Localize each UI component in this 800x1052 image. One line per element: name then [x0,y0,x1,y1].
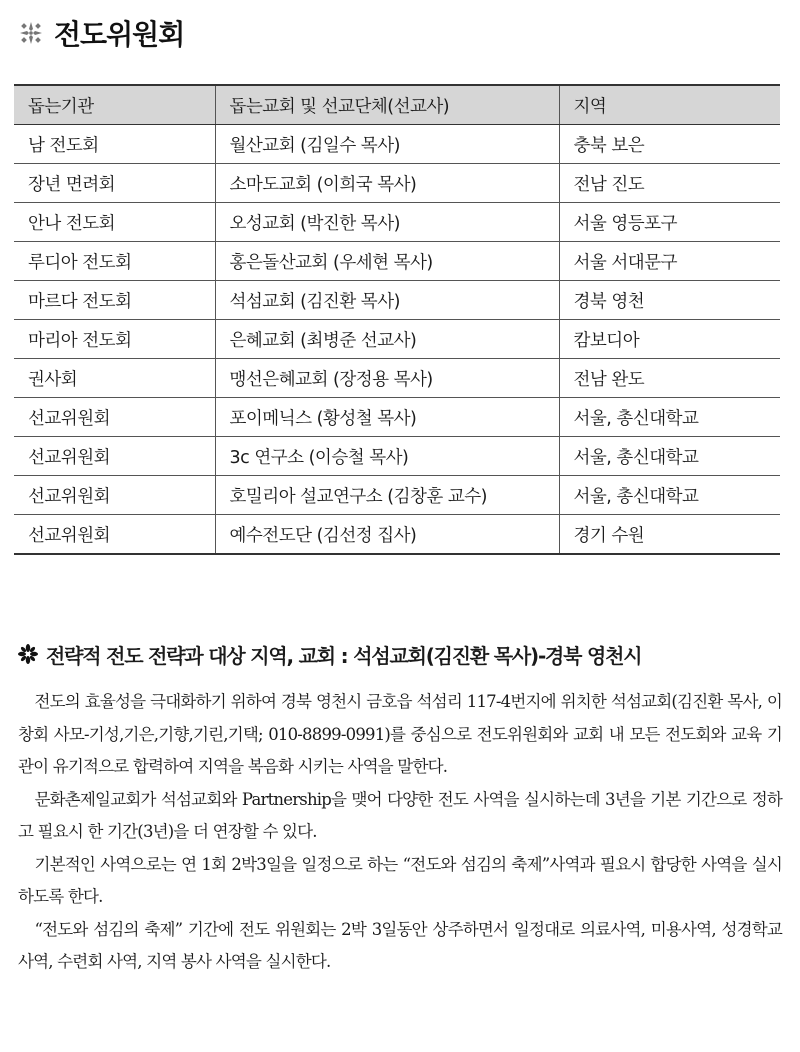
section-heading-text: 전략적 전도 전략과 대상 지역, 교회 : 석섬교회(김진환 목사)-경북 영천시 [46,643,642,668]
cell-organization: 선교위원회 [14,398,215,437]
cell-church: 예수전도단 (김선정 집사) [215,515,559,555]
cell-region: 서울 영등포구 [559,203,780,242]
cell-region: 경기 수원 [559,515,780,555]
cell-church: 맹선은혜교회 (장정용 목사) [215,359,559,398]
cell-organization: 마리아 전도회 [14,320,215,359]
cell-organization: 권사회 [14,359,215,398]
cell-church: 3c 연구소 (이승철 목사) [215,437,559,476]
cell-church: 포이메닉스 (황성철 목사) [215,398,559,437]
table-row [14,476,780,515]
table-row [14,125,780,164]
cell-church: 소마도교회 (이희국 목사) [215,164,559,203]
table-row [14,320,780,359]
flower-ornament-icon [18,644,38,664]
cell-region: 서울 서대문구 [559,242,780,281]
table-row [14,164,780,203]
cell-organization: 루디아 전도회 [14,242,215,281]
table-row [14,398,780,437]
cell-organization: 마르다 전도회 [14,281,215,320]
column-header-church: 돕는교회 및 선교단체(선교사) [215,85,559,125]
cell-organization: 선교위원회 [14,437,215,476]
cell-church: 은혜교회 (최병준 선교사) [215,320,559,359]
cell-region: 전남 진도 [559,164,780,203]
support-table [14,84,780,555]
table-row [14,359,780,398]
page-title-row [18,12,184,54]
cell-organization: 선교위원회 [14,476,215,515]
cell-church: 오성교회 (박진한 목사) [215,203,559,242]
column-header-organization: 돕는기관 [14,85,215,125]
cell-organization: 안나 전도회 [14,203,215,242]
cell-church: 월산교회 (김일수 목사) [215,125,559,164]
cell-church: 석섬교회 (김진환 목사) [215,281,559,320]
cross-ornament-icon [18,20,44,46]
table-row [14,515,780,555]
cell-church: 홍은돌산교회 (우세현 목사) [215,242,559,281]
cell-region: 서울, 총신대학교 [559,437,780,476]
paragraph: 전도의 효율성을 극대화하기 위하여 경북 영천시 금호읍 석섬리 117-4번지에 위치한 석섬교회(김진환 목사, 이창회 사모-기성,기은,기향,기린,기택; 010-8899-0991)를 중심으로 전도위원회와 교회 내 모든 전도회와 교육 기관이 유기적으로 합력하여 지역을 복음화 시키는 사역을 말한다. [18,692,782,776]
paragraph: 문화촌제일교회가 석섬교회와 Partnership을 맺어 다양한 전도 사역을 실시하는데 3년을 기본 기간으로 정하고 필요시 한 기간(3년)을 더 연장할 수 있다. [18,789,782,841]
cell-region: 전남 완도 [559,359,780,398]
cell-church: 호밀리아 설교연구소 (김창훈 교수) [215,476,559,515]
table-row [14,281,780,320]
body-text [18,686,782,979]
cell-region: 캄보디아 [559,320,780,359]
page-title: 전도위원회 [54,18,185,51]
cell-region: 경북 영천 [559,281,780,320]
cell-organization: 남 전도회 [14,125,215,164]
table-row [14,437,780,476]
cell-organization: 장년 면려회 [14,164,215,203]
cell-region: 서울, 총신대학교 [559,398,780,437]
paragraph: 기본적인 사역으로는 연 1회 2박3일을 일정으로 하는 “전도와 섬김의 축제”사역과 필요시 합당한 사역을 실시하도록 한다. [18,854,782,906]
cell-region: 충북 보은 [559,125,780,164]
column-header-region: 지역 [559,85,780,125]
cell-region: 서울, 총신대학교 [559,476,780,515]
table-row [14,203,780,242]
table-header-row [14,85,780,125]
table-row [14,242,780,281]
paragraph: “전도와 섬김의 축제” 기간에 전도 위원회는 2박 3일동안 상주하면서 일정대로 의료사역, 미용사역, 성경학교사역, 수련회 사역, 지역 봉사 사역을 실시한다. [18,919,782,971]
section-heading [18,638,641,670]
cell-organization: 선교위원회 [14,515,215,555]
